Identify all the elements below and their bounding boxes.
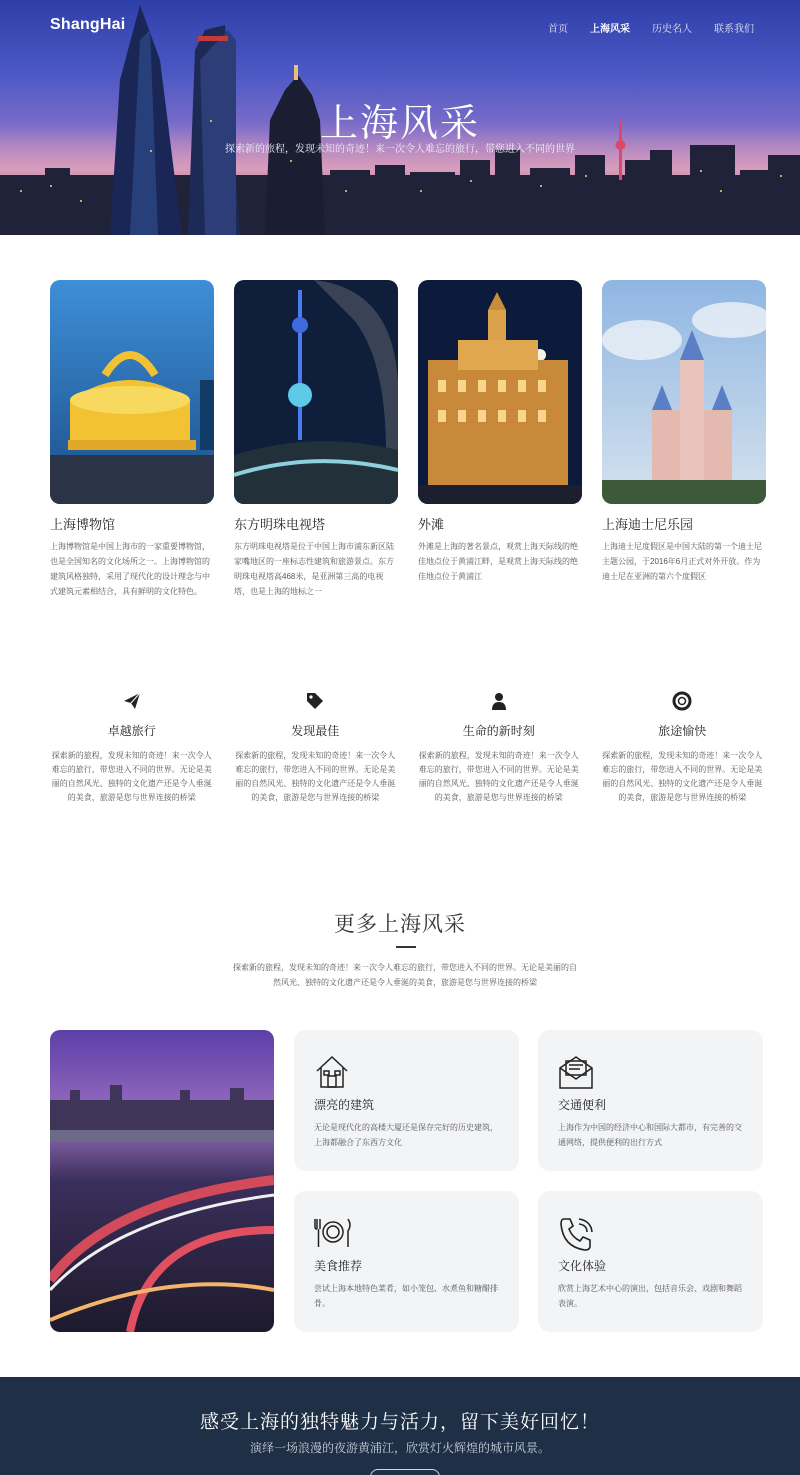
- main-nav: [548, 20, 754, 35]
- attraction-card[interactable]: [50, 280, 214, 599]
- info-description: 无论是现代化的高楼大厦还是保存完好的历史建筑，上海都融合了东西方文化: [314, 1123, 498, 1147]
- hero-subtitle: 探索新的旅程，发现未知的奇迹！来一次令人难忘的旅行，带您进入不同的世界: [225, 144, 575, 155]
- section-title: 更多上海风采: [334, 912, 466, 936]
- attraction-card[interactable]: [418, 280, 582, 599]
- feature-item: [50, 690, 214, 805]
- brand-logo[interactable]: ShangHai: [50, 16, 126, 33]
- life-ring-icon: [601, 690, 765, 712]
- hero-banner: [0, 0, 800, 235]
- banner-subtitle: 演绎一场浪漫的夜游黄浦江，欣赏灯火辉煌的城市风景。: [249, 1441, 550, 1455]
- user-icon: [417, 690, 581, 712]
- card-title: 上海博物馆: [50, 517, 116, 532]
- section-divider: [396, 946, 416, 948]
- card-description: 东方明珠电视塔是位于中国上海市浦东新区陆家嘴地区的一座标志性建筑和旅游景点。东方明珠电视塔高468米，是亚洲第三高的电视塔，也是上海的地标之一: [234, 542, 394, 596]
- tv-tower-image[interactable]: [234, 280, 398, 504]
- card-title: 上海迪士尼乐园: [602, 517, 694, 532]
- feature-description: 探索新的旅程，发现未知的奇迹！来一次令人难忘的旅行，带您进入不同的世界。无论是美丽的自然风光、独特的文化遗产还是令人垂涎的美食，旅游是您与世界连接的桥梁: [51, 751, 212, 802]
- highway-night-image: [50, 1030, 274, 1332]
- banner-title: 感受上海的独特魅力与活力，留下美好回忆！: [199, 1412, 600, 1433]
- card-description: 外滩是上海的著名景点，观赏上海天际线的绝佳地点位于黄浦江畔，是观赏上海天际线的绝佳地点位于黄浦江: [418, 542, 578, 581]
- info-description: 上海作为中国的经济中心和国际大都市，有完善的交通网络，提供便利的出行方式: [558, 1123, 742, 1147]
- bund-image[interactable]: [418, 280, 582, 504]
- info-card-architecture[interactable]: [294, 1030, 519, 1171]
- feature-item: [234, 690, 398, 805]
- nav-contact[interactable]: 联系我们: [714, 24, 754, 35]
- phone-icon: [558, 1215, 743, 1253]
- info-title: 文化体验: [558, 1259, 607, 1273]
- features-row: [50, 690, 764, 805]
- nav-shanghai-style[interactable]: 上海风采: [590, 24, 630, 35]
- banner-button[interactable]: [370, 1469, 440, 1475]
- dining-icon: [314, 1215, 499, 1253]
- feature-title: 发现最佳: [291, 724, 340, 738]
- card-description: 上海迪士尼度假区是中国大陆的第一个迪士尼主题公园，于2016年6月正式对外开放。作为迪士尼在亚洲的第六个度假区: [602, 542, 762, 581]
- info-title: 美食推荐: [314, 1259, 363, 1273]
- info-description: 欣赏上海艺术中心的演出，包括音乐会、戏剧和舞蹈表演。: [558, 1284, 742, 1308]
- feature-item: [601, 690, 765, 805]
- info-description: 尝试上海本地特色菜肴，如小笼包、水煮鱼和糖醋排骨。: [314, 1284, 498, 1308]
- attraction-card[interactable]: [602, 280, 766, 599]
- feature-title: 卓越旅行: [107, 724, 156, 738]
- feature-description: 探索新的旅程，发现未知的奇迹！来一次令人难忘的旅行，带您进入不同的世界。无论是美丽的自然风光、独特的文化遗产还是令人垂涎的美食，旅游是您与世界连接的桥梁: [418, 751, 579, 802]
- envelope-icon: [558, 1054, 743, 1092]
- hero-title: 上海风采: [319, 103, 480, 145]
- nav-celebrities[interactable]: 历史名人: [652, 24, 692, 35]
- info-card-food[interactable]: [294, 1191, 519, 1332]
- card-title: 外滩: [418, 517, 445, 532]
- nav-home[interactable]: 首页: [548, 24, 568, 35]
- feature-title: 生命的新时刻: [462, 724, 535, 738]
- section-description: 探索新的旅程，发现未知的奇迹！来一次令人难忘的旅行，带您进入不同的世界。无论是美丽的自然风光、独特的文化遗产还是令人垂涎的美食，旅游是您与世界连接的桥梁: [233, 963, 577, 987]
- card-description: 上海博物馆是中国上海市的一家重要博物馆，也是全国知名的文化场所之一。上海博物馆的建筑风格独特，采用了现代化的设计理念与中式建筑元素相结合，具有鲜明的文化特色。: [50, 542, 210, 596]
- feature-title: 旅途愉快: [658, 724, 707, 738]
- info-card-culture[interactable]: [538, 1191, 763, 1332]
- cta-banner: [0, 1377, 800, 1475]
- info-title: 漂亮的建筑: [314, 1098, 375, 1112]
- house-icon: [314, 1054, 499, 1092]
- attraction-card[interactable]: [234, 280, 398, 599]
- feature-description: 探索新的旅程，发现未知的奇迹！来一次令人难忘的旅行，带您进入不同的世界。无论是美丽的自然风光、独特的文化遗产还是令人垂涎的美食，旅游是您与世界连接的桥梁: [235, 751, 396, 802]
- attraction-cards: [50, 280, 764, 599]
- disney-image[interactable]: [602, 280, 766, 504]
- feature-description: 探索新的旅程，发现未知的奇迹！来一次令人难忘的旅行，带您进入不同的世界。无论是美丽的自然风光、独特的文化遗产还是令人垂涎的美食，旅游是您与世界连接的桥梁: [602, 751, 763, 802]
- card-title: 东方明珠电视塔: [234, 517, 326, 532]
- tag-icon: [234, 690, 398, 712]
- feature-item: [417, 690, 581, 805]
- info-title: 交通便利: [558, 1098, 607, 1112]
- museum-image[interactable]: [50, 280, 214, 504]
- info-card-transport[interactable]: [538, 1030, 763, 1171]
- paper-plane-icon: [50, 690, 214, 712]
